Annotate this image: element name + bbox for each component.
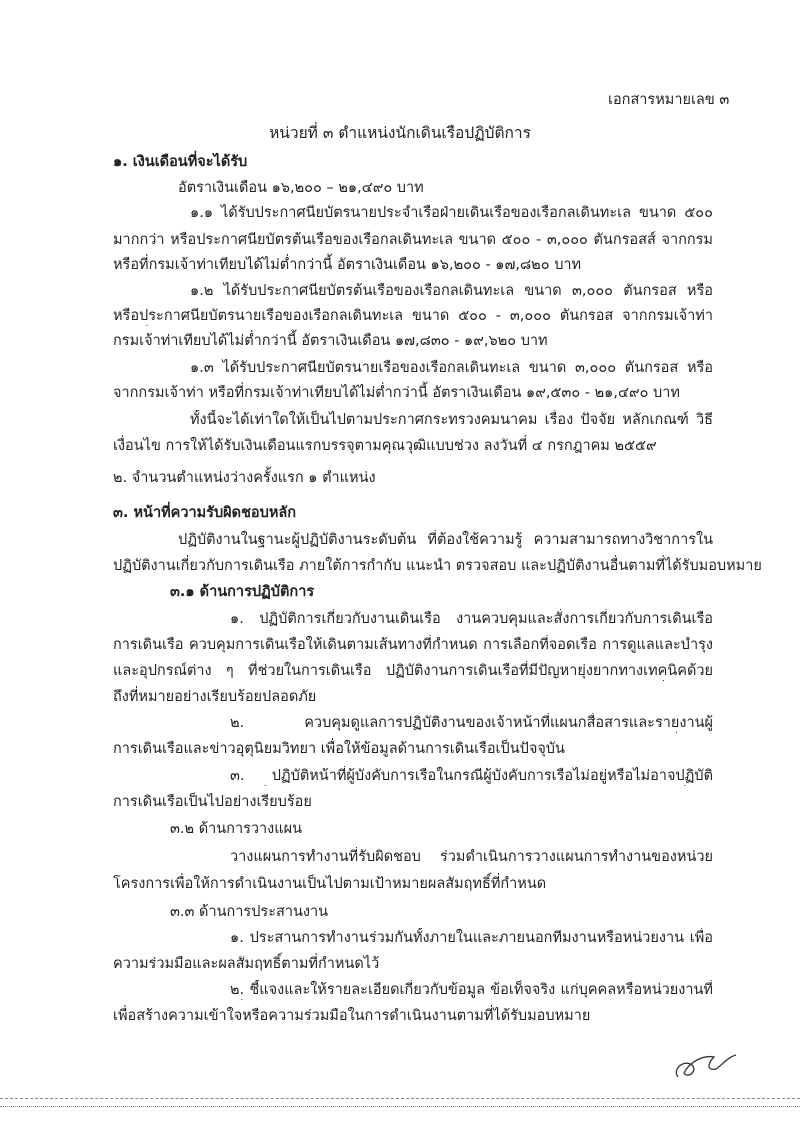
subsection-3-1-heading: ๓.๑ ด้านการปฏิบัติการ [170,584,315,600]
paragraph-line: การเดินเรือและข่าวอุตุนิยมวิทยา เพื่อให้ข้อมูลด้านการเดินเรือเป็นปัจจุบัน [113,741,565,757]
paragraph-line: ๑.๓ ได้รับประกาศนียบัตรนายเรือของเรือกลเดินทะเล ขนาด ๓,๐๐๐ ตันกรอส หรือ [190,360,713,376]
paragraph-line: การเดินเรือ ควบคุมการเดินเรือให้เดินตามเส้นทางที่กำหนด การเลือกที่จอดเรือ การดูแลและบำรุง [113,637,713,653]
paragraph-line: หรือที่กรมเจ้าท่าเทียบได้ไม่ต่ำกว่านี้ อัตราเงินเดือน ๑๖,๒๐๐ - ๑๗,๘๒๐ บาท [113,257,582,273]
signature-initials [670,1045,740,1085]
paragraph-line: เงื่อนไข การให้ได้รับเงินเดือนแรกบรรจุตามคุณวุฒิแบบช่วง ลงวันที่ ๔ กรกฎาคม ๒๕๕๙ [113,438,657,454]
paragraph-line: ๑.๑ ได้รับประกาศนียบัตรนายประจำเรือฝ่ายเดินเรือของเรือกลเดินทะเล ขนาด ๕๐๐ [190,205,713,221]
scan-border [0,1098,800,1099]
paragraph-line: หรือประกาศนียบัตรนายเรือของเรือกลเดินทะเล ขนาด ๕๐๐ - ๓,๐๐๐ ตันกรอส จากกรมเจ้าท่า [113,308,713,324]
paragraph-line: การเดินเรือเป็นไปอย่างเรียบร้อย [113,794,312,810]
paragraph-line: มากกว่า หรือประกาศนียบัตรต้นเรือของเรือกลเดินทะเล ขนาด ๕๐๐ - ๓,๐๐๐ ตันกรอสส์ จากกรม [113,232,713,248]
section-1-heading: ๑. เงินเดือนที่จะได้รับ [113,154,248,170]
paragraph-line: ๓. ปฏิบัติหน้าที่ผู้บังคับการเรือในกรณีผู้บังคับการเรือไม่อยู่หรือไม่อาจปฏิบัติ [230,768,713,784]
paragraph-line: ปฏิบัติงานในฐานะผู้ปฏิบัติงานระดับต้น ที่ต้องใช้ความรู้ ความสามารถทางวิชาการใน [178,532,713,548]
section-2-heading: ๒. จำนวนตำแหน่งว่างครั้งแรก ๑ ตำแหน่ง [113,470,376,486]
paragraph-line: จากกรมเจ้าท่า หรือที่กรมเจ้าท่าเทียบได้ไม่ต่ำกว่านี้ อัตราเงินเดือน ๑๙,๕๓๐ - ๒๑,๔๙๐ บาท [113,385,680,401]
page-title: หน่วยที่ ๓ ตำแหน่งนักเดินเรือปฏิบัติการ [269,124,531,142]
paragraph-line: ๑.๒ ได้รับประกาศนียบัตรต้นเรือของเรือกลเดินทะเล ขนาด ๓,๐๐๐ ตันกรอส หรือ [190,283,713,299]
scan-border [0,1106,800,1107]
paragraph-line: วางแผนการทำงานที่รับผิดชอบ ร่วมดำเนินการวางแผนการทำงานของหน่วย [230,849,713,865]
paragraph-line: และอุปกรณ์ต่าง ๆ ที่ช่วยในการเดินเรือ ปฏิบัติงานการเดินเรือที่มีปัญหายุ่งยากทางเทคนิคด้วย [113,663,713,679]
paragraph-line: ๒. ชี้แจงและให้รายละเอียดเกี่ยวกับข้อมูล ข้อเท็จจริง แก่บุคคลหรือหน่วยงานที่ [230,982,713,998]
subsection-3-3-heading: ๓.๓ ด้านการประสานงาน [170,904,329,920]
paragraph-line: กรมเจ้าท่าเทียบได้ไม่ต่ำกว่านี้ อัตราเงินเดือน ๑๗,๘๓๐ - ๑๙,๖๒๐ บาท [113,333,548,349]
paragraph-line: ๑. ปฏิบัติการเกี่ยวกับงานเดินเรือ งานควบคุมและสั่งการเกี่ยวกับการเดินเรือ [230,611,713,627]
paragraph-line: ทั้งนี้จะได้เท่าใดให้เป็นไปตามประกาศกระทรวงคมนาคม เรื่อง ปัจจัย หลักเกณฑ์ วิธี [190,412,713,428]
subsection-3-2-heading: ๓.๒ ด้านการวางแผน [170,821,302,837]
document-number: เอกสารหมายเลข ๓ [608,92,730,108]
paragraph-line: ปฏิบัติงานเกี่ยวกับการเดินเรือ ภายใต้การกำกับ แนะนำ ตรวจสอบ และปฏิบัติงานอื่นตามที่ได้รับมอบหมาย [113,558,762,574]
paragraph-line: เพื่อสร้างความเข้าใจหรือความร่วมมือในการดำเนินงานตามที่ได้รับมอบหมาย [113,1008,591,1024]
paragraph-line: ๒. ควบคุมดูแลการปฏิบัติงานของเจ้าหน้าที่แผนกสื่อสารและรายงานผู้ [230,715,713,731]
paragraph-line: ถึงที่หมายอย่างเรียบร้อยปลอดภัย [113,689,317,705]
section-3-heading: ๓. หน้าที่ความรับผิดชอบหลัก [113,505,297,521]
paragraph-line: ความร่วมมือและผลสัมฤทธิ์ตามที่กำหนดไว้ [113,956,380,972]
paragraph-line: โครงการเพื่อให้การดำเนินงานเป็นไปตามเป้าหมายผลสัมฤทธิ์ที่กำหนด [113,876,547,892]
paragraph-line: ๑. ประสานการทำงานร่วมกันทั้งภายในและภายนอกทีมงานหรือหน่วยงาน เพื่อ [230,930,713,946]
salary-rate: อัตราเงินเดือน ๑๖,๒๐๐ – ๒๑,๔๙๐ บาท [178,180,424,196]
